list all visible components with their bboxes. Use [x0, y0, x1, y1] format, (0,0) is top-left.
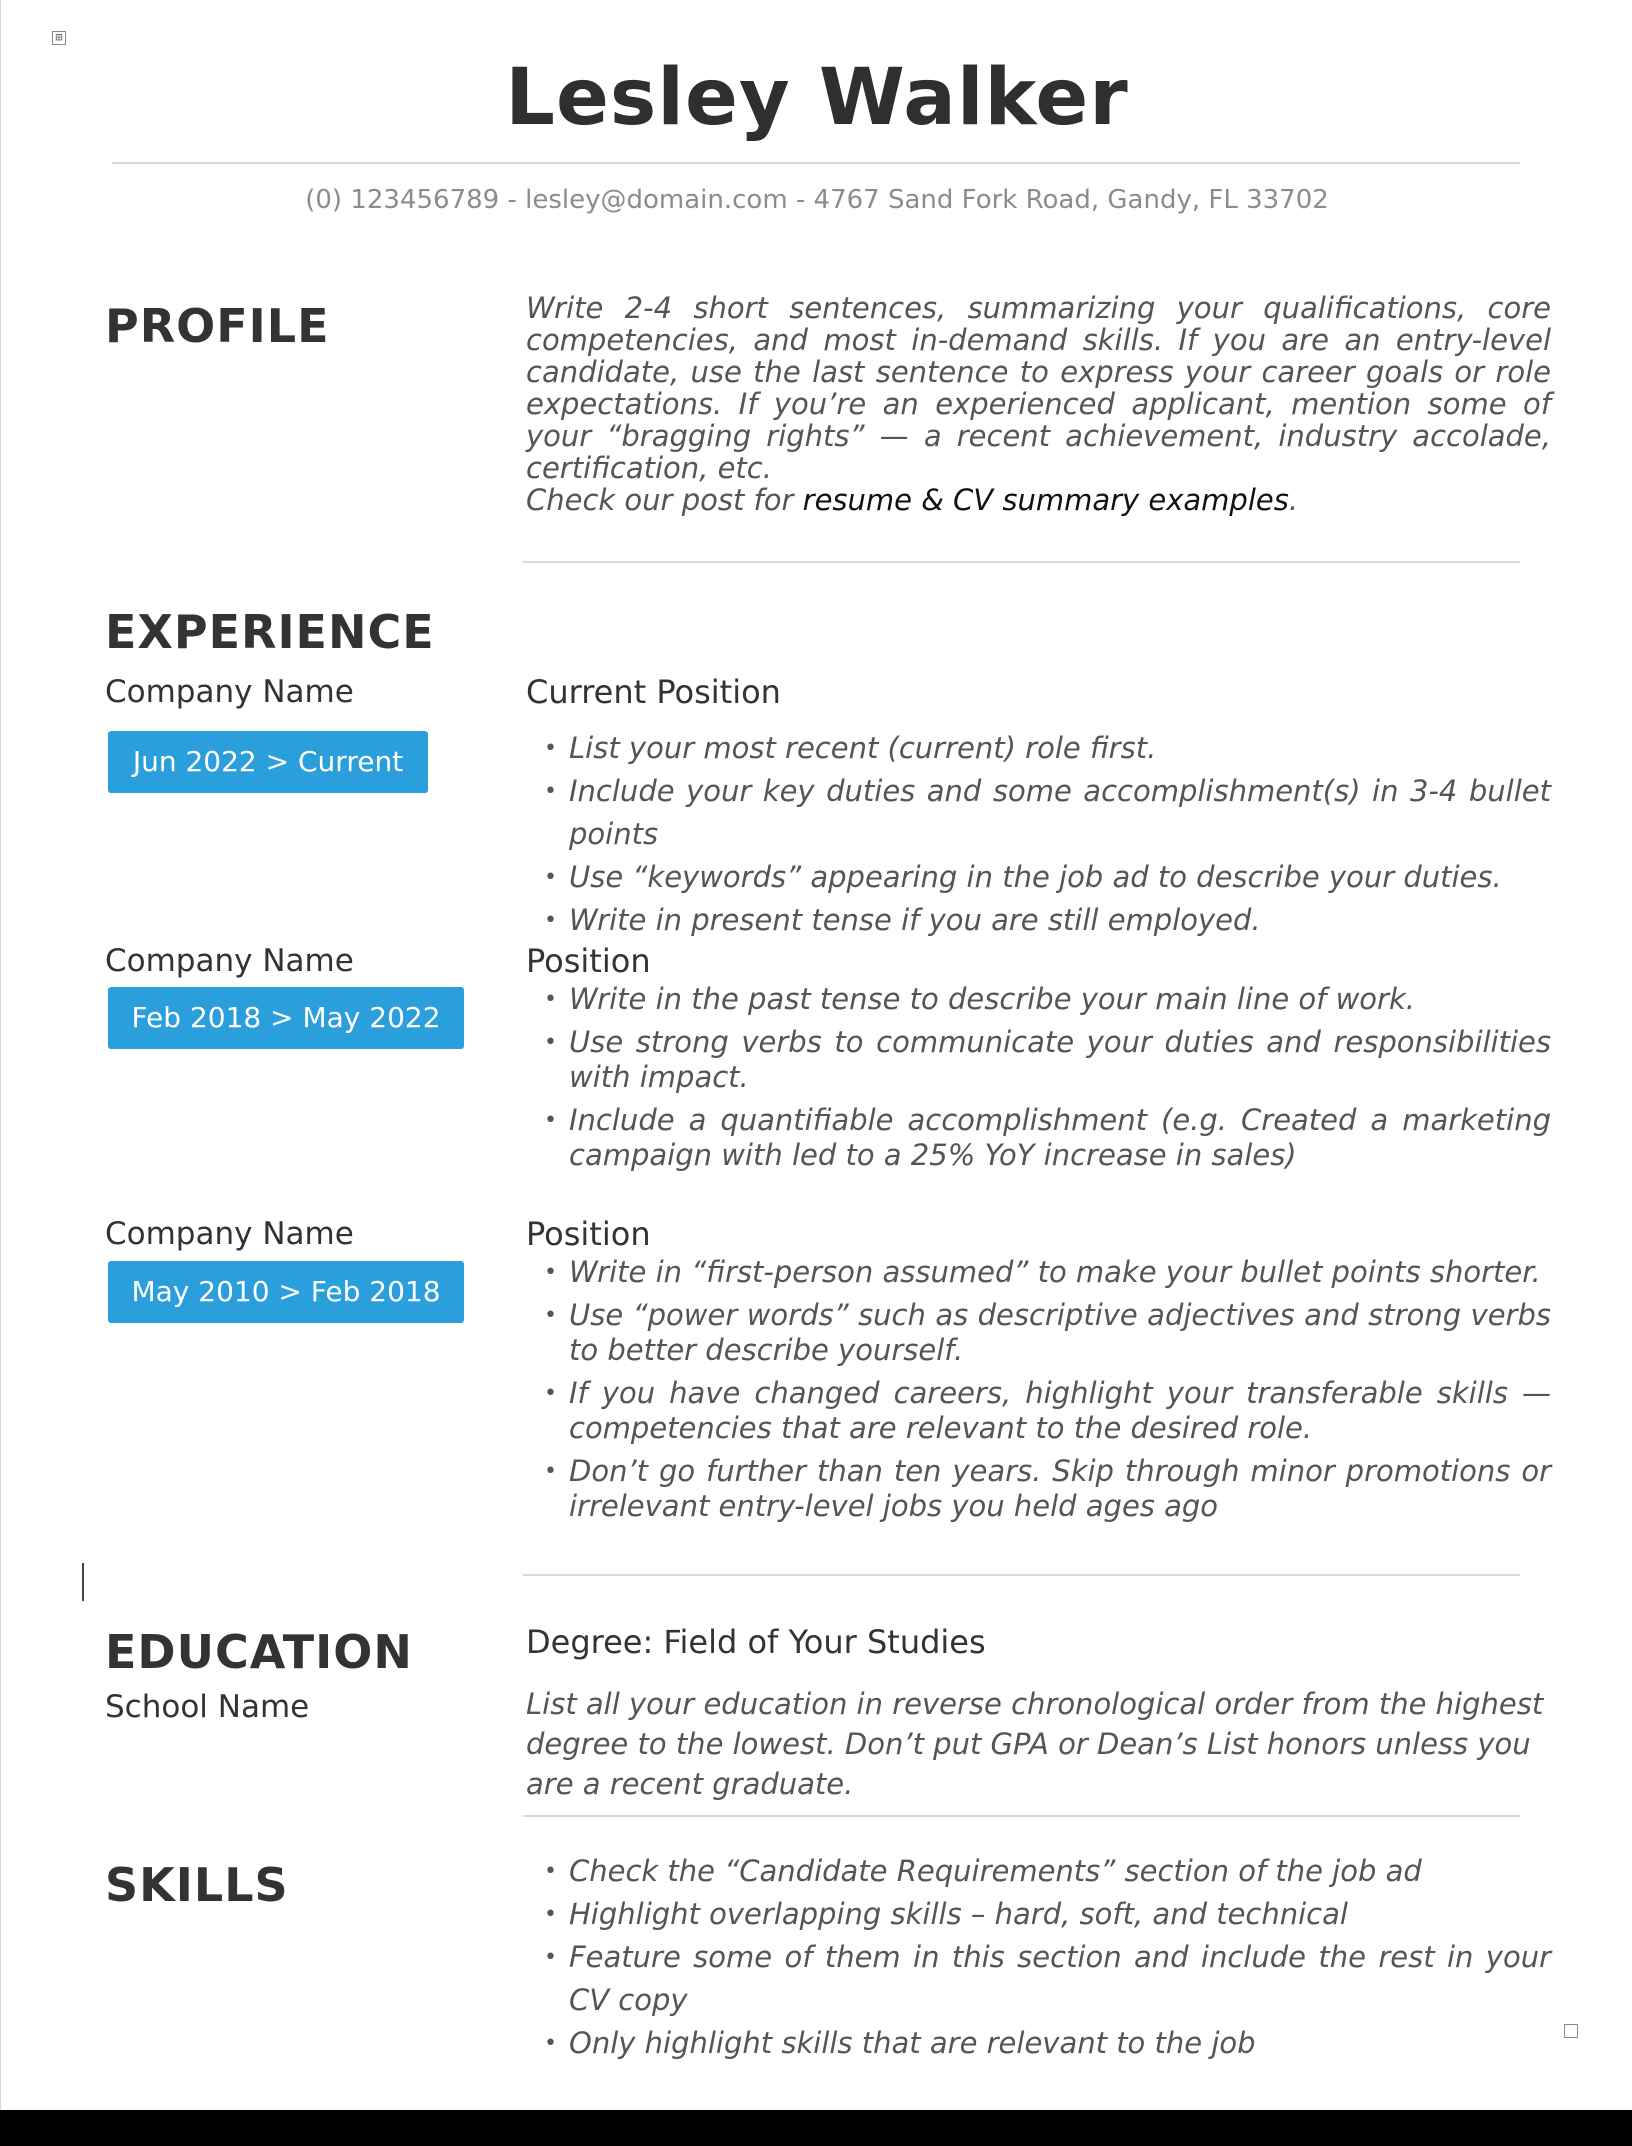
header-divider: [112, 162, 1520, 164]
job-3-date-badge: May 2010 > Feb 2018: [108, 1261, 464, 1323]
profile-check-prefix: Check our post for: [526, 483, 803, 517]
list-item: • Use strong verbs to communicate your duties and responsibilities with impact.: [544, 1025, 1551, 1094]
list-item: • Feature some of them in this section and include the rest in your CV copy: [526, 1936, 1551, 2022]
profile-summary: Write 2-4 short sentences, summarizing your qualifications, core competencies, and most in-demand skills. If you are an entry-level candidate, use the last sentence to express your career goals or role expectations. If you’re an experienced applicant, mention some of your “bragging rights” — a recent achievement, industry accolade, certification, etc.: [526, 291, 1551, 485]
profile-check-suffix: .: [1288, 483, 1299, 517]
summary-examples-link[interactable]: resume & CV summary examples: [802, 483, 1289, 517]
job-1-bullets: [526, 727, 1551, 942]
job-1-company: Company Name: [105, 674, 354, 710]
bullet-icon: •: [544, 1459, 557, 1484]
list-item: • Don’t go further than ten years. Skip through minor promotions or irrelevant entry-level jobs you held ages ago: [544, 1454, 1551, 1523]
education-description: List all your education in reverse chronological order from the highest degree to the lowest. Don’t put GPA or Dean’s List honors unless you are a recent graduate.: [526, 1687, 1544, 1801]
bullet-icon: •: [544, 1260, 557, 1285]
list-item: • Check the “Candidate Requirements” section of the job ad: [526, 1850, 1551, 1893]
list-item: • Write in the past tense to describe your main line of work.: [544, 982, 1415, 1016]
table-resize-handle-icon[interactable]: [1564, 2024, 1578, 2038]
job-3-position: Position: [526, 1215, 651, 1253]
text-cursor: [82, 1563, 84, 1601]
degree-title: Degree: Field of Your Studies: [526, 1623, 986, 1661]
list-item: • Include your key duties and some accomplishment(s) in 3-4 bullet points: [526, 770, 1551, 856]
skills-heading: SKILLS: [105, 1858, 289, 1912]
bullet-icon: •: [544, 1108, 557, 1133]
job-2-date-badge: Feb 2018 > May 2022: [108, 987, 464, 1049]
school-name: School Name: [105, 1689, 310, 1725]
list-item: • Only highlight skills that are relevant to the job: [526, 2022, 1551, 2065]
bullet-icon: •: [544, 736, 557, 761]
job-3-company: Company Name: [105, 1216, 354, 1252]
experience-heading: EXPERIENCE: [105, 605, 435, 659]
bullet-icon: •: [544, 1945, 557, 1970]
contact-line: (0) 123456789 - lesley@domain.com - 4767 Sand Fork Road, Gandy, FL 33702: [305, 185, 1329, 215]
job-2-position: Position: [526, 942, 651, 980]
bullet-icon: •: [544, 865, 557, 890]
job-2-bullets: [526, 982, 1551, 1173]
profile-check-line: [526, 484, 1551, 516]
job-2-company: Company Name: [105, 943, 354, 979]
education-heading: EDUCATION: [105, 1625, 413, 1679]
bullet-icon: •: [544, 1381, 557, 1406]
list-item: • Use “keywords” appearing in the job ad to describe your duties.: [526, 856, 1551, 899]
bullet-icon: •: [544, 1303, 557, 1328]
bullet-icon: •: [544, 1859, 557, 1884]
job-3-bullets: [526, 1255, 1551, 1524]
candidate-name: Lesley Walker: [505, 53, 1129, 143]
bullet-icon: •: [544, 1902, 557, 1927]
list-item: • List your most recent (current) role first.: [526, 727, 1551, 770]
window-bottom-bar: [0, 2110, 1632, 2146]
list-item: • Include a quantifiable accomplishment (e.g. Created a marketing campaign with led to a 25% YoY increase in sales): [544, 1103, 1551, 1172]
profile-divider: [523, 561, 1520, 563]
list-item: • Write in present tense if you are still employed.: [526, 899, 1551, 942]
list-item: • If you have changed careers, highlight your transferable skills — competencies that are relevant to the desired role.: [544, 1376, 1551, 1445]
profile-heading: PROFILE: [105, 299, 330, 353]
experience-divider: [523, 1574, 1520, 1576]
education-divider: [523, 1815, 1520, 1817]
bullet-icon: •: [544, 779, 557, 804]
list-item: • Use “power words” such as descriptive adjectives and strong verbs to better describe yourself.: [544, 1298, 1551, 1367]
job-1-date-badge: Jun 2022 > Current: [108, 731, 428, 793]
list-item: • Write in “first-person assumed” to make your bullet points shorter.: [544, 1255, 1541, 1289]
job-1-position: Current Position: [526, 673, 781, 711]
skills-bullets: [526, 1850, 1551, 2065]
bullet-icon: •: [544, 908, 557, 933]
bullet-icon: •: [544, 1030, 557, 1055]
list-item: • Highlight overlapping skills – hard, soft, and technical: [526, 1893, 1551, 1936]
table-move-handle-icon[interactable]: ⊞: [52, 31, 66, 45]
bullet-icon: •: [544, 987, 557, 1012]
bullet-icon: •: [544, 2031, 557, 2056]
